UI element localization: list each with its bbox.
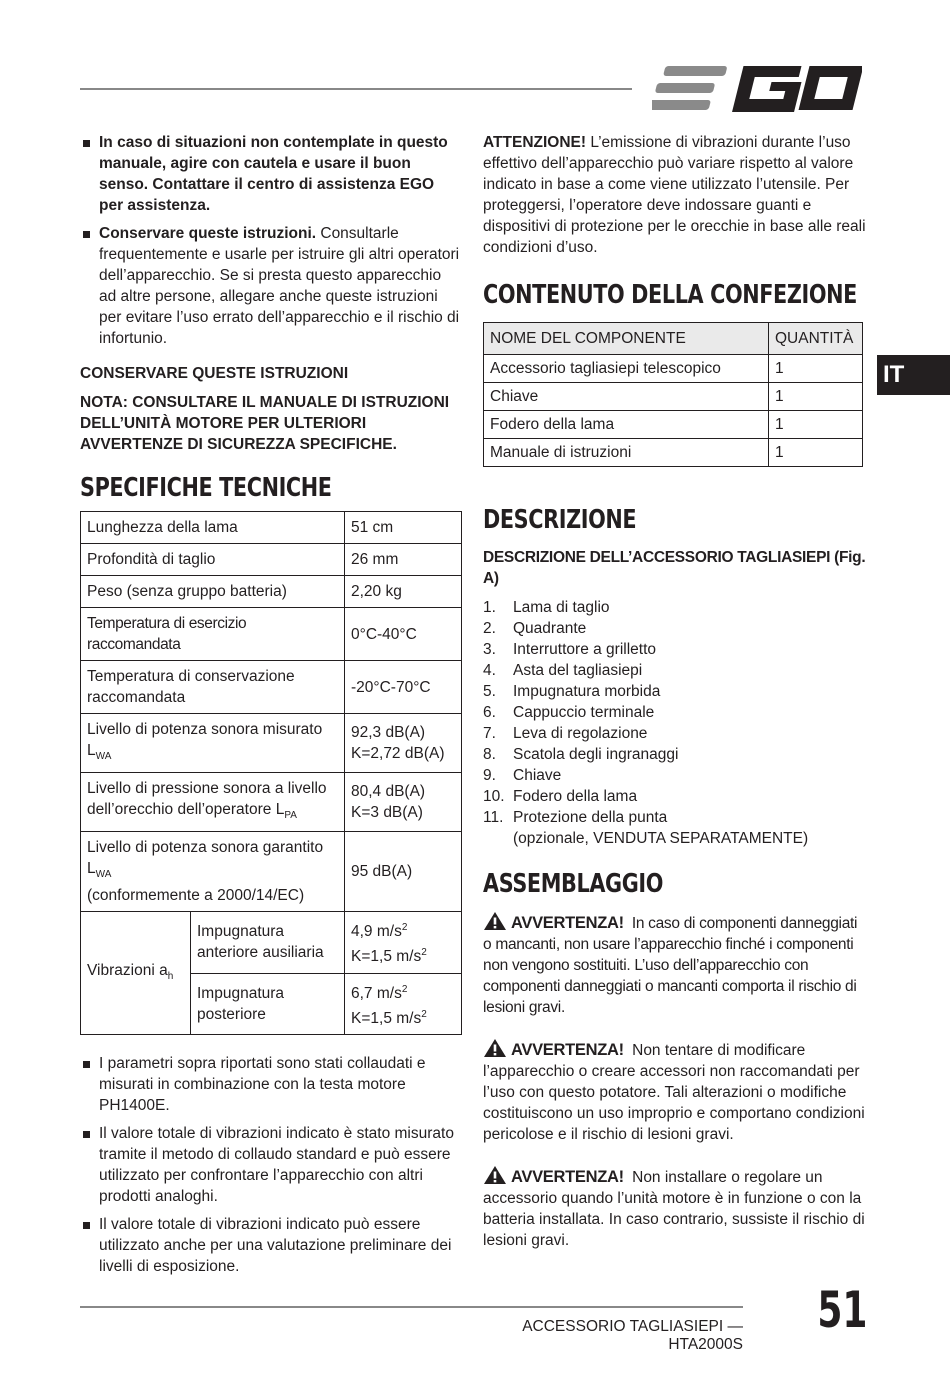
- table-row: Vibrazioni $a_h$ Impugnatura anteriore ausiliaria 4,9 $m/s^2$ K=1,5 $m/s^2$: [81, 912, 462, 973]
- contents-title: CONTENUTO DELLA CONFEZIONE: [483, 280, 857, 310]
- contents-table: [483, 322, 863, 467]
- list-item: Conservare queste istruzioni. Consultarle frequentemente e usarle per istruire gli altri operatori dell’apparecchio. Se si presta questo apparecchio ad altre persone, allegare anche queste istruzioni per evitare l’uso errato dell’apparecchio e il rischio di infortunio.: [80, 223, 462, 349]
- language-tab: IT: [877, 355, 950, 395]
- nota-text: NOTA: CONSULTARE IL MANUALE DI ISTRUZIONI DELL’UNITÀ MOTORE PER ULTERIORI AVVERTENZE DI SICUREZZA SPECIFICHE.: [80, 394, 450, 453]
- warning-paragraph: AVVERTENZA! Non tentare di modificare l’apparecchio o creare accessori non raccomandati per l’uso con questo potatore. Tali alterazioni o modifiche costituiscono un uso improprio e comportano condizioni pericolose e il rischio di lesioni gravi.: [483, 1038, 868, 1145]
- list-item: 8. Scatola degli ingranaggi: [483, 746, 679, 763]
- list-item: 5. Impugnatura morbida: [483, 683, 661, 700]
- specs-title: SPECIFICHE TECNICHE: [80, 473, 332, 503]
- parts-list: [483, 597, 868, 849]
- table-row: Livello di potenza sonora misurato $L_{WA}$ 92,3 dB(A) K=2,72 dB(A): [81, 714, 462, 773]
- list-item: 2. Quadrante: [483, 620, 587, 637]
- table-row: Lunghezza della lama 51 cm: [81, 512, 462, 544]
- list-item: 4. Asta del tagliasiepi: [483, 662, 643, 679]
- warning-paragraph: AVVERTENZA! In caso di componenti danneggiati o mancanti, non usare l’apparecchio finché i componenti non vengono sostituiti. L’uso dell’apparecchio con componenti danneggiati o mancanti comporta il rischio di lesioni gravi.: [483, 911, 868, 1018]
- list-item: I parametri sopra riportati sono stati collaudati e misurati in combinazione con la testa motore PH1400E.: [80, 1053, 462, 1116]
- specs-table: [80, 511, 462, 1035]
- list-item: 10. Fodero della lama: [483, 788, 638, 805]
- description-subtitle: DESCRIZIONE DELL’ACCESSORIO TAGLIASIEPI (Fig. A): [483, 549, 866, 587]
- safety-bullets: [80, 132, 462, 349]
- table-row: Profondità di taglio 26 mm: [81, 544, 462, 576]
- warning-icon: [483, 1165, 507, 1185]
- footer-rule: [80, 1306, 743, 1308]
- page-number: 51: [817, 1281, 868, 1339]
- table-row: Livello di pressione sonora a livello dell’orecchio dell’operatore $L_{PA}$ 80,4 dB(A) K=3 dB(A): [81, 773, 462, 832]
- table-header: NOME DEL COMPONENTE QUANTITÀ: [484, 323, 863, 355]
- table-row: Temperatura di esercizio raccomandata 0°C-40°C: [81, 608, 462, 661]
- conserve-heading: CONSERVARE QUESTE ISTRUZIONI: [80, 365, 349, 382]
- right-column: [483, 132, 868, 1271]
- left-column: [80, 132, 462, 1284]
- list-item: 11. Protezione della punta (opzionale, VENDUTA SEPARATAMENTE): [483, 809, 809, 847]
- table-row: Peso (senza gruppo batteria) 2,20 kg: [81, 576, 462, 608]
- table-row: Temperatura di conservazione raccomandata -20°C-70°C: [81, 661, 462, 714]
- list-item: Il valore totale di vibrazioni indicato può essere utilizzato anche per una valutazione preliminare dei livelli di esposizione.: [80, 1214, 462, 1277]
- list-item: 7. Leva di regolazione: [483, 725, 648, 742]
- list-item: 9. Chiave: [483, 767, 562, 784]
- table-row: Impugnatura posteriore 6,7 $m/s^2$ K=1,5 $m/s^2$: [81, 973, 462, 1034]
- specs-notes: [80, 1053, 462, 1277]
- warning-icon: [483, 911, 507, 931]
- table-row: Manuale di istruzioni 1: [484, 439, 863, 467]
- header-rule: [80, 88, 632, 90]
- ego-logo: [652, 64, 862, 112]
- table-row: Fodero della lama 1: [484, 411, 863, 439]
- warning-paragraph: AVVERTENZA! Non installare o regolare un accessorio quando l’unità motore è in funzione o con la batteria installata. In caso contrario, sussiste il rischio di lesioni gravi.: [483, 1165, 868, 1251]
- list-item: Il valore totale di vibrazioni indicato è stato misurato tramite il metodo di collaudo standard e può essere utilizzato per confrontare l’apparecchio con altri prodotti analoghi.: [80, 1123, 462, 1207]
- attention-paragraph: ATTENZIONE! L’emissione di vibrazioni durante l’uso effettivo dell’apparecchio può variare rispetto al valore indicato in base a come viene utilizzato l’utensile. Per proteggersi, l’operatore deve indossare guanti e dispositivi di protezione per le orecchie in base alle reali condizioni d’uso.: [483, 134, 866, 256]
- assembly-warnings: [483, 911, 868, 1251]
- assembly-title: ASSEMBLAGGIO: [483, 869, 664, 899]
- table-row: Chiave 1: [484, 383, 863, 411]
- list-item: 1. Lama di taglio: [483, 599, 610, 616]
- description-title: DESCRIZIONE: [483, 505, 637, 535]
- list-item: In caso di situazioni non contemplate in questo manuale, agire con cautela e usare il buon senso. Contattare il centro di assistenza EGO per assistenza.: [80, 132, 462, 216]
- list-item: 3. Interruttore a grilletto: [483, 641, 657, 658]
- list-item: 6. Cappuccio terminale: [483, 704, 655, 721]
- table-row: Livello di potenza sonora garantito $L_{WA}$ (conformemente a 2000/14/EC) 95 dB(A): [81, 832, 462, 912]
- footer-title: ACCESSORIO TAGLIASIEPI — HTA2000S: [522, 1318, 743, 1353]
- warning-icon: [483, 1038, 507, 1058]
- table-row: Accessorio tagliasiepi telescopico 1: [484, 355, 863, 383]
